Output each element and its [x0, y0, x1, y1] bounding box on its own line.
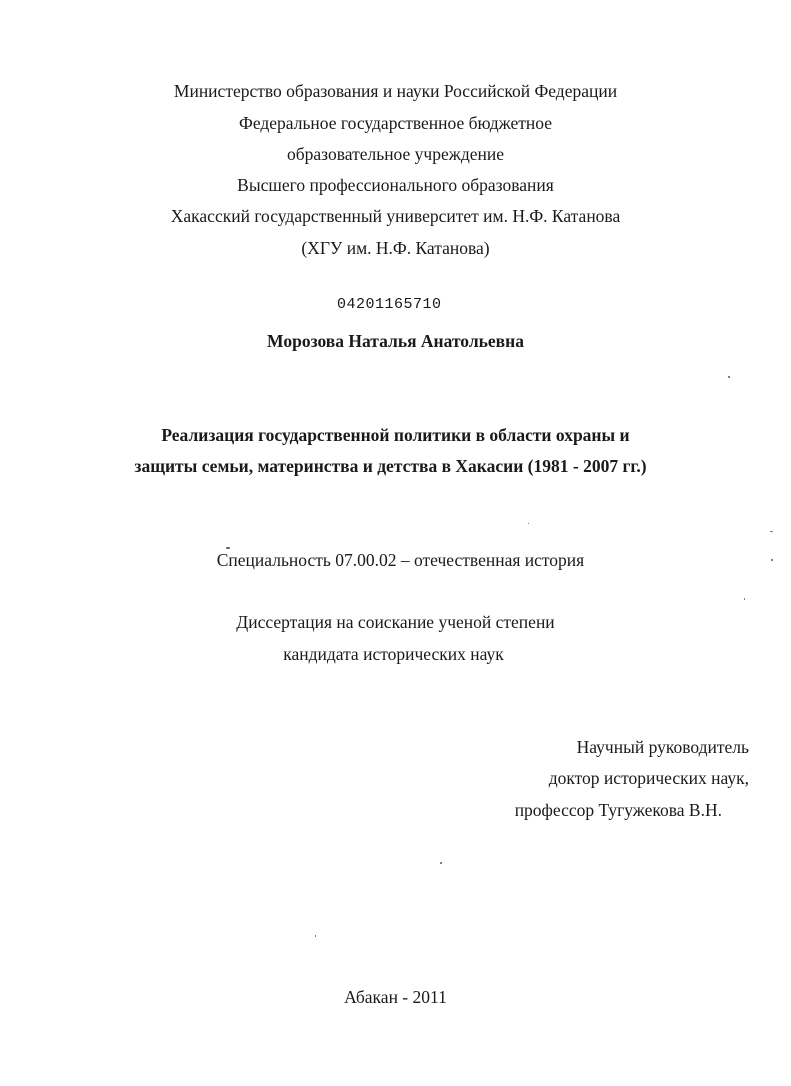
scan-speck [770, 531, 773, 532]
city-year: Абакан - 2011 [344, 987, 447, 1007]
scan-speck [226, 547, 230, 549]
scan-speck [315, 935, 316, 937]
author-name: Морозова Наталья Анатольевна [267, 331, 524, 351]
degree-line-2: кандидата исторических наук [283, 644, 504, 664]
education-level-line: Высшего профессионального образования [237, 175, 554, 195]
dissertation-title-line-2: защиты семьи, материнства и детства в Хакасии (1981 - 2007 гг.) [134, 456, 647, 476]
supervisor-name: профессор Тугужекова В.Н. [514, 800, 722, 820]
scan-speck [440, 862, 442, 864]
institution-type-line-2: образовательное учреждение [286, 144, 504, 164]
institution-type-line: Федеральное государственное бюджетное [239, 113, 552, 133]
ministry-line: Министерство образования и науки Российской Федерации [173, 81, 618, 101]
supervisor-role: Научный руководитель [576, 737, 749, 757]
university-name: Хакасский государственный университет им. Н.Ф. Катанова [170, 206, 621, 226]
degree-line-1: Диссертация на соискание ученой степени [236, 612, 555, 632]
scan-speck [728, 376, 730, 378]
university-abbrev: (ХГУ им. Н.Ф. Катанова) [301, 238, 490, 258]
specialty: Специальность 07.00.02 – отечественная история [216, 550, 585, 570]
scan-speck [528, 523, 529, 524]
scan-speck [744, 598, 745, 600]
dissertation-title-line-1: Реализация государственной политики в области охраны и [161, 425, 630, 445]
scan-speck [771, 559, 773, 561]
stamp-number: 04201165710 [337, 296, 442, 313]
supervisor-degree: доктор исторических наук, [548, 768, 749, 788]
